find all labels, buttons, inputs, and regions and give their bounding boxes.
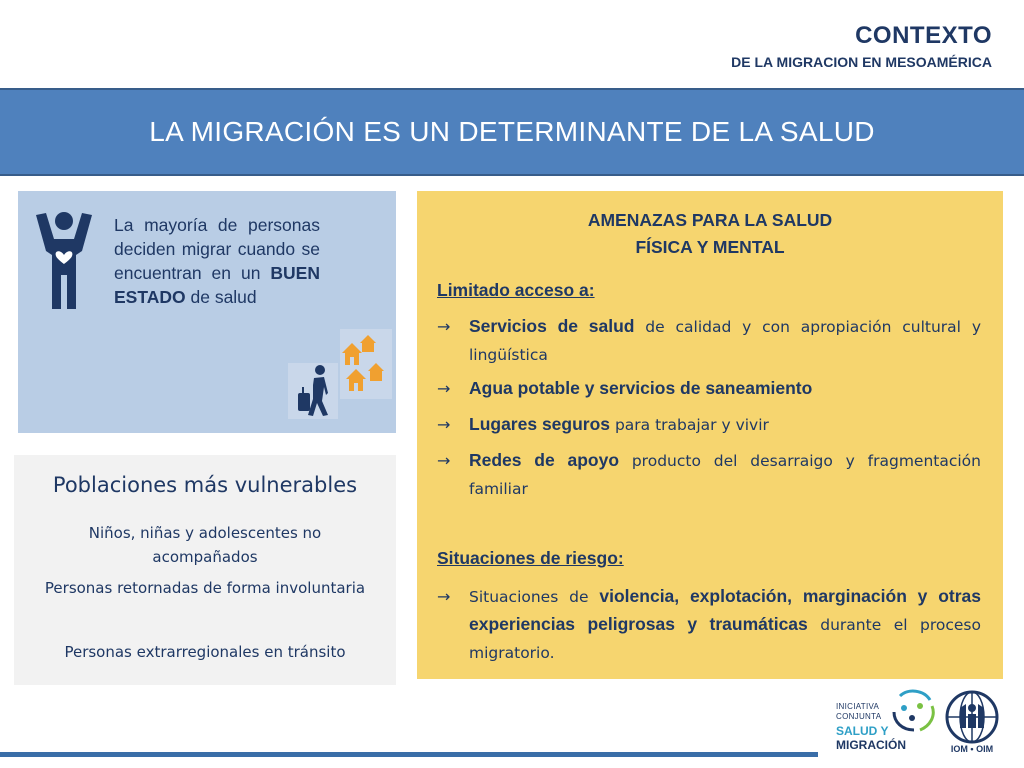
vulnerable-item: Niños, niñas y adolescentes no acompañados bbox=[88, 524, 322, 566]
vulnerable-item: Personas extrarregionales en tránsito bbox=[64, 643, 346, 661]
people-circle-icon bbox=[890, 688, 936, 732]
risk-bullet-strong: violencia, explotación, marginación y otras experiencias peligrosas y traumáticas bbox=[469, 586, 981, 634]
vulnerable-populations-panel bbox=[14, 455, 396, 685]
threat-bullet bbox=[437, 375, 981, 403]
iom-logo-text: IOM • OIM bbox=[950, 744, 994, 754]
threat-bullet-strong: Servicios de salud bbox=[469, 316, 635, 336]
arrow-icon: → bbox=[437, 379, 451, 398]
arrow-icon: → bbox=[437, 317, 451, 336]
logo-line: SALUD Y bbox=[836, 724, 889, 738]
threat-bullet bbox=[437, 447, 981, 503]
risk-bullet-after: durante el proceso migratorio. bbox=[469, 616, 981, 662]
threat-bullet-rest: producto del desarraigo y fragmentación familiar bbox=[469, 452, 981, 498]
health-text-strong: BUEN ESTADO bbox=[114, 263, 320, 307]
threat-bullet-strong: Lugares seguros bbox=[469, 414, 611, 434]
health-text-before: La mayoría de personas deciden migrar cuando se encuentran en un bbox=[114, 215, 320, 283]
health-threats-title bbox=[417, 207, 1003, 261]
header-title: CONTEXTO bbox=[855, 22, 992, 49]
risk-bullet bbox=[437, 583, 981, 667]
threat-bullet-text bbox=[469, 447, 981, 503]
salud-migracion-logo bbox=[836, 688, 936, 758]
threats-title-line2: FÍSICA Y MENTAL bbox=[635, 237, 785, 257]
threat-bullet-strong: Redes de apoyo bbox=[469, 450, 620, 470]
title-banner bbox=[0, 88, 1024, 176]
threat-bullet bbox=[437, 411, 981, 439]
logo-initiative-small-text bbox=[836, 702, 881, 722]
threat-bullet-text bbox=[469, 313, 981, 369]
logo-line: MIGRACIÓN bbox=[836, 738, 906, 752]
banner-title: LA MIGRACIÓN ES UN DETERMINANTE DE LA SALUD bbox=[149, 116, 875, 147]
arrow-icon: → bbox=[437, 415, 451, 434]
iom-globe-icon bbox=[942, 690, 1002, 744]
threat-bullet-rest: para trabajar y vivir bbox=[610, 416, 769, 434]
migrant-with-suitcase-icon bbox=[288, 329, 392, 419]
health-state-panel bbox=[18, 191, 396, 433]
vulnerable-populations-title: Poblaciones más vulnerables bbox=[52, 473, 358, 497]
risk-bullet-text bbox=[469, 583, 981, 667]
threats-title-line1: AMENAZAS PARA LA SALUD bbox=[587, 210, 833, 230]
limited-access-heading: Limitado acceso a: bbox=[437, 280, 595, 300]
risk-bullet-before: Situaciones de bbox=[469, 588, 600, 606]
threat-bullet-text bbox=[469, 411, 981, 439]
threat-bullet-text bbox=[469, 375, 981, 403]
risk-situations-heading: Situaciones de riesgo: bbox=[437, 548, 624, 568]
person-arms-up-icon bbox=[32, 211, 96, 311]
footer-divider bbox=[0, 752, 818, 757]
threat-bullet-rest: de calidad y con apropiación cultural y lingüística bbox=[469, 318, 981, 364]
vulnerable-item: Personas retornadas de forma involuntaria bbox=[44, 579, 366, 597]
threat-bullet bbox=[437, 313, 981, 369]
health-threats-panel bbox=[417, 191, 1003, 679]
logo-line: INICIATIVA bbox=[836, 702, 880, 711]
health-text-after: de salud bbox=[185, 287, 257, 307]
threat-bullet-strong: Agua potable y servicios de saneamiento bbox=[469, 378, 813, 398]
health-state-text bbox=[114, 213, 320, 309]
iom-logo bbox=[942, 690, 1002, 758]
logo-line: CONJUNTA bbox=[836, 712, 882, 721]
arrow-icon: → bbox=[437, 451, 451, 470]
arrow-icon: → bbox=[437, 587, 451, 606]
header-subtitle: DE LA MIGRACION EN MESOAMÉRICA bbox=[731, 54, 992, 70]
